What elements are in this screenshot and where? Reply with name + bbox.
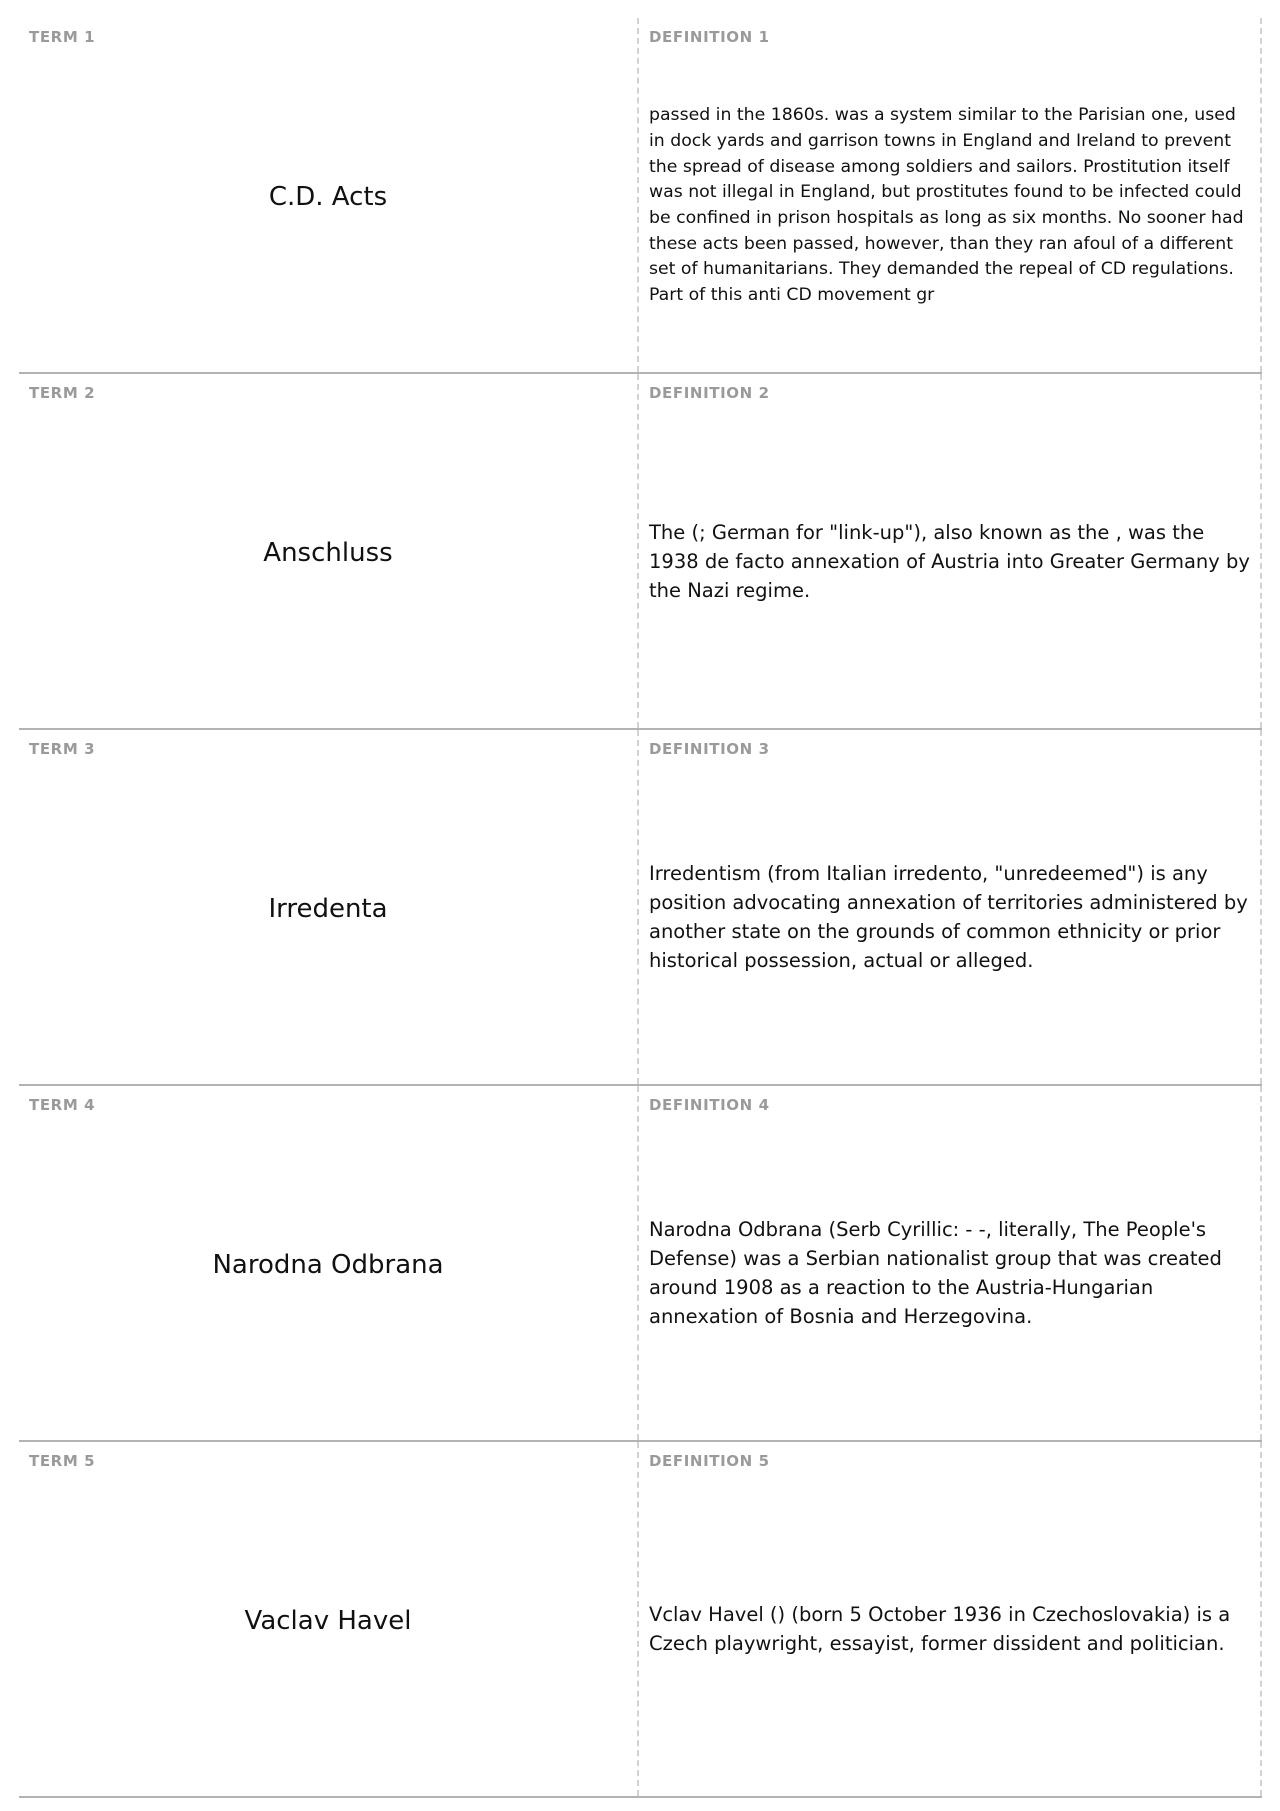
card-row [19, 1086, 1262, 1442]
flashcard-sheet [19, 18, 1262, 1798]
definition-text: Vclav Havel () (born 5 October 1936 in Czechoslovakia) is a Czech playwright, essayist, former dissident and politician. [649, 1603, 1231, 1655]
definition-text-wrap [649, 58, 1250, 354]
card-row [19, 374, 1262, 730]
definition-text-wrap [649, 1124, 1250, 1422]
definition-label: DEFINITION 4 [649, 1096, 770, 1114]
card-row [19, 1442, 1262, 1798]
term-label: TERM 1 [29, 28, 96, 46]
definition-text: The (; German for "link-up"), also known as the , was the 1938 de facto annexation of Austria into Greater Germany by the Nazi regime. [649, 520, 1250, 602]
definition-text-wrap [649, 768, 1250, 1066]
definition-label: DEFINITION 5 [649, 1452, 770, 1470]
term-label: TERM 5 [29, 1452, 96, 1470]
definition-label: DEFINITION 1 [649, 28, 770, 46]
term-text: Irredenta [268, 894, 388, 924]
definition-text: Irredentism (from Italian irredento, "unredeemed") is any position advocating annexation of territories administered by another state on the grounds of common ethnicity or prior historical possession, actual or alleged. [649, 862, 1248, 972]
term-cell [19, 1086, 639, 1440]
term-cell [19, 730, 639, 1084]
definition-text-wrap [649, 412, 1250, 710]
term-text: Narodna Odbrana [212, 1250, 444, 1280]
card-row [19, 18, 1262, 374]
definition-label: DEFINITION 3 [649, 740, 770, 758]
definition-cell [639, 374, 1262, 728]
definition-label: DEFINITION 2 [649, 384, 770, 402]
definition-cell [639, 1086, 1262, 1440]
definition-cell [639, 730, 1262, 1084]
term-label: TERM 3 [29, 740, 96, 758]
term-text: Vaclav Havel [244, 1606, 412, 1636]
definition-cell [639, 18, 1262, 372]
definition-cell [639, 1442, 1262, 1796]
term-cell [19, 1442, 639, 1796]
term-label: TERM 2 [29, 384, 96, 402]
term-text: Anschluss [263, 538, 393, 568]
card-row [19, 730, 1262, 1086]
definition-text: Narodna Odbrana (Serb Cyrillic: - -, literally, The People's Defense) was a Serbian nationalist group that was created around 1908 as a reaction to the Austria-Hungarian annexation of Bosnia and Herzegovina. [649, 1218, 1222, 1328]
term-label: TERM 4 [29, 1096, 96, 1114]
term-cell [19, 374, 639, 728]
term-cell [19, 18, 639, 372]
definition-text-wrap [649, 1480, 1250, 1778]
term-text: C.D. Acts [268, 182, 388, 212]
definition-text: passed in the 1860s. was a system similar to the Parisian one, used in dock yards and garrison towns in England and Ireland to prevent the spread of disease among soldiers and sailors. Prostitution itself was not illegal in England, but prostitutes found to be infected could be confined in prison hospitals as long as six months. No sooner had these acts been passed, however, than they ran afoul of a different set of humanitarians. They demanded the repeal of CD regulations. Part of this anti CD movement gr [649, 105, 1244, 306]
